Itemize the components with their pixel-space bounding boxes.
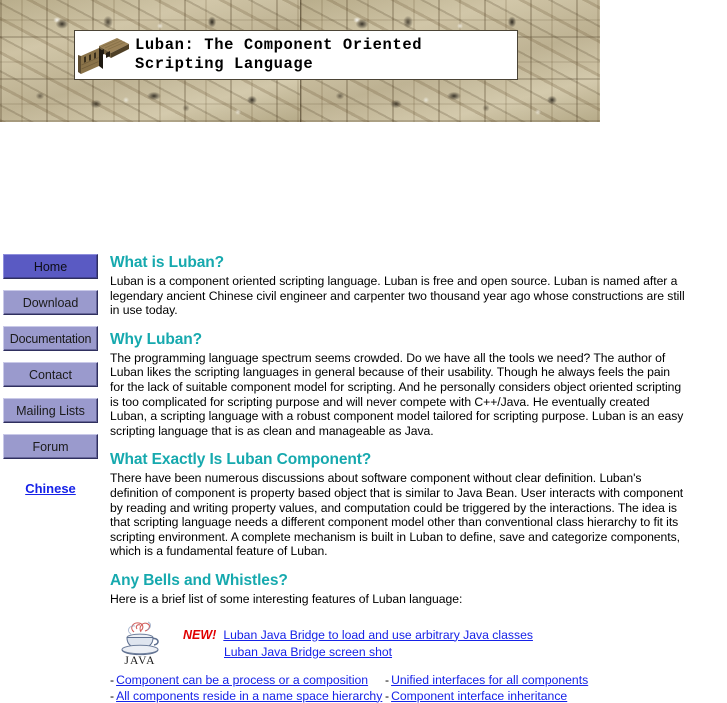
site-title-line-2: Scripting Language xyxy=(135,55,314,73)
feature-link-interface-inheritance[interactable]: Component interface inheritance xyxy=(391,688,568,703)
section-body-why-luban: The programming language spectrum seems crowded. Do we have all the tools we need? The author of Luban likes the scripting languages in general because of their usability. Though he always feels the pain for the lack of suitable component model for scripting. And he personally considers object oriented scripting is too complicated for scripting purpose and will never compete with C++/Java. He eventually created Luban, a scripting language with a robust component model tailored for scripting purpose. Luban is an easy scripting language that is as clean and manageable as Java. xyxy=(110,350,684,438)
sidebar-item-label: Forum xyxy=(32,439,69,454)
sidebar-nav xyxy=(0,254,104,498)
sidebar-item-label: Documentation xyxy=(9,331,92,346)
java-coffee-cup-icon xyxy=(117,616,165,666)
sidebar-item-label: Download xyxy=(22,295,79,310)
java-bridge-links xyxy=(183,616,533,661)
list-dash: - xyxy=(385,688,390,703)
sidebar-item-home[interactable] xyxy=(3,254,98,279)
sidebar-item-forum[interactable] xyxy=(3,434,98,459)
java-bridge-feature-row xyxy=(110,616,686,666)
sidebar-item-documentation[interactable] xyxy=(3,326,98,351)
luban-java-bridge-screenshot-link[interactable]: Luban Java Bridge screen shot xyxy=(224,644,393,659)
sidebar-item-mailing-lists[interactable] xyxy=(3,398,98,423)
feature-link-component-process-composition[interactable]: Component can be a process or a composition xyxy=(116,672,369,687)
site-title xyxy=(135,36,422,74)
section-body-what-is-luban: Luban is a component oriented scripting language. Luban is free and open source. Luban is named after a legendary ancient Chinese civil engineer and carpenter two thousand year ago whose constructions are still in use today. xyxy=(110,274,685,318)
feature-list-item xyxy=(110,673,375,687)
site-title-box xyxy=(74,30,518,80)
section-heading-any-bells-and-whistles: Any Bells and Whistles? xyxy=(110,571,288,589)
luban-java-bridge-link[interactable]: Luban Java Bridge to load and use arbitrary Java classes xyxy=(223,627,533,642)
java-bridge-new-line xyxy=(183,628,533,642)
site-title-line-1: Luban: The Component Oriented xyxy=(135,36,423,54)
list-dash: - xyxy=(385,672,390,687)
feature-link-unified-interfaces[interactable]: Unified interfaces for all components xyxy=(391,672,589,687)
main-content xyxy=(110,254,686,703)
svg-text:JAVA: JAVA xyxy=(124,654,156,666)
list-dash: - xyxy=(110,672,115,687)
sidebar-item-label: Contact xyxy=(28,367,73,382)
luban-wooden-joint-icon xyxy=(77,32,131,78)
sidebar-item-label: Home xyxy=(33,259,68,274)
feature-list-item xyxy=(385,673,686,687)
feature-link-name-space-hierarchy[interactable]: All components reside in a name space hierarchy xyxy=(116,688,383,703)
chinese-language-link[interactable]: Chinese xyxy=(25,481,76,496)
new-badge: NEW! xyxy=(183,627,217,642)
sidebar-item-label: Mailing Lists xyxy=(16,403,85,418)
header-banner xyxy=(0,0,600,122)
sidebar-item-contact[interactable] xyxy=(3,362,98,387)
sidebar-item-download[interactable] xyxy=(3,290,98,315)
feature-list-item xyxy=(110,688,383,703)
section-heading-what-exactly-is-luban-component: What Exactly Is Luban Component? xyxy=(110,451,372,469)
feature-list-item xyxy=(385,689,686,703)
section-body-any-bells-and-whistles: Here is a brief list of some interesting features of Luban language: xyxy=(110,591,463,606)
section-heading-what-is-luban: What is Luban? xyxy=(110,254,224,271)
section-heading-why-luban: Why Luban? xyxy=(110,330,202,348)
section-body-what-exactly-is-luban-component: There have been numerous discussions about software component without clear definition. Luban's definition of component is property based object that is similar to Java Bean. User interacts with component by reading and writing property values, and computation could be triggered by the interactions. The idea is that scripting language needs a different component model other than conventional class hierarchy to fit its scripting environment. A complete mechanism is built in Luban to define, save and categorize components, which is a fundamental feature of Luban. xyxy=(110,471,684,559)
feature-links-grid xyxy=(110,673,686,703)
list-dash: - xyxy=(110,688,115,703)
language-link-container xyxy=(0,480,101,498)
java-bridge-screenshot-line xyxy=(183,643,533,661)
